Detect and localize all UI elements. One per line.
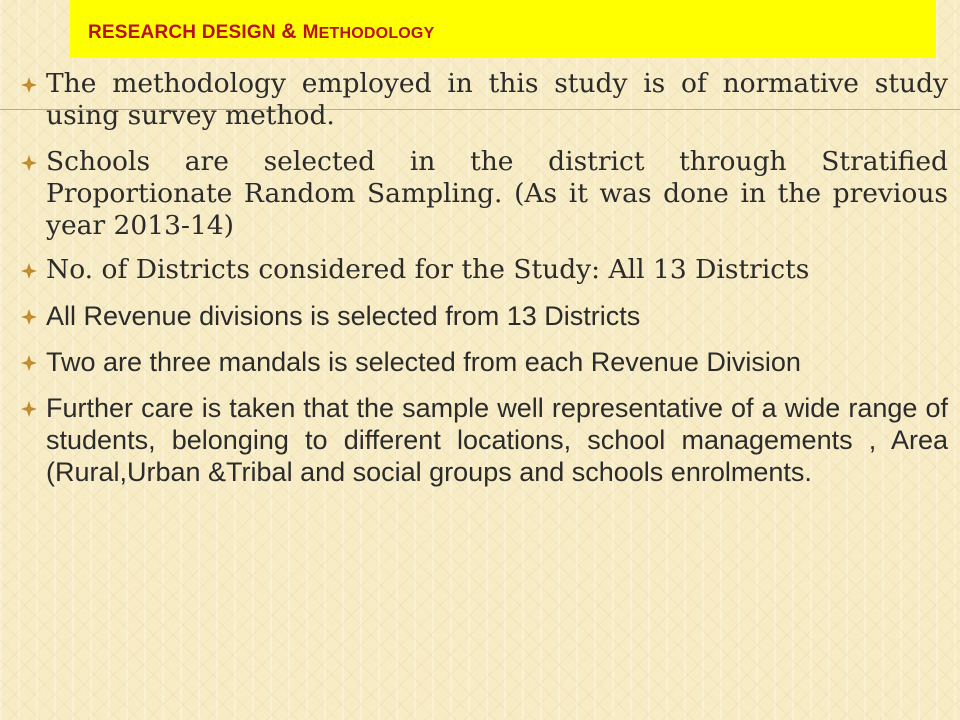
bullet-item-3	[18, 254, 948, 286]
bullet-text-4: All Revenue divisions is selected from 13 Districts	[46, 301, 641, 331]
title-letter-m: M	[302, 22, 319, 43]
title-bar	[70, 0, 936, 58]
title-part-2: ETHODOLOGY	[318, 25, 435, 42]
bullet-text-1: The methodology employed in this study is of normative study using survey method.	[46, 68, 948, 131]
bullet-text-2: Schools are selected in the district through Stratified Proportionate Random Sampling. (As it was done in the previous year 2013-14)	[46, 146, 948, 241]
bullet-item-2	[18, 146, 948, 242]
diamond-bullet-icon	[20, 308, 38, 326]
diamond-bullet-icon	[20, 154, 38, 172]
bullet-text-3: No. of Districts considered for the Study: All 13 Districts	[46, 254, 810, 285]
title-ampersand: &	[281, 20, 303, 43]
diamond-bullet-icon	[20, 400, 38, 418]
diamond-bullet-icon	[20, 262, 38, 280]
bullet-item-4	[18, 300, 948, 332]
slide-title	[88, 20, 434, 44]
bullet-list	[18, 58, 948, 488]
title-part-1: RESEARCH DESIGN	[88, 22, 282, 43]
bullet-item-5	[18, 346, 948, 378]
diamond-bullet-icon	[20, 354, 38, 372]
bullet-text-6: Further care is taken that the sample well representative of a wide range of students, belonging to different locations, school managements , Area (Rural,Urban &Tribal and social groups and schools enrolments.	[46, 393, 948, 487]
bullet-item-6	[18, 392, 948, 488]
diamond-bullet-icon	[20, 76, 38, 94]
bullet-item-1	[18, 68, 948, 132]
bullet-text-5: Two are three mandals is selected from each Revenue Division	[46, 347, 801, 377]
